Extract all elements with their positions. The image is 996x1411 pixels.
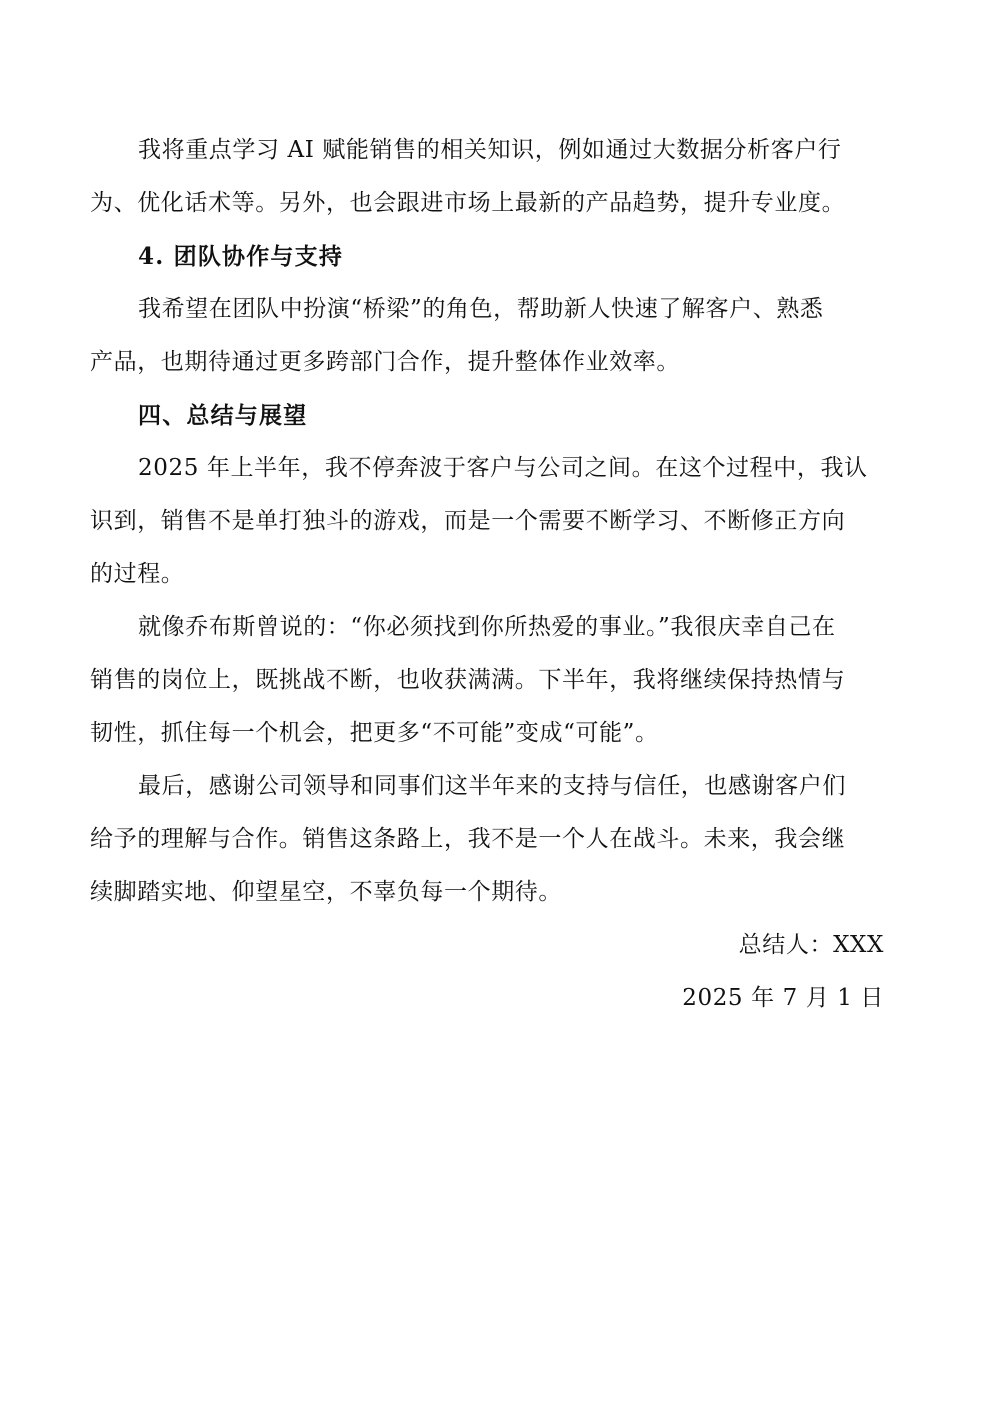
paragraph-summary <box>90 442 896 601</box>
paragraph-line: 识到，销售不是单打独斗的游戏，而是一个需要不断学习、不断修正方向 <box>90 508 846 534</box>
paragraph-line: 的过程。 <box>90 561 185 587</box>
paragraph-line: 我希望在团队中扮演“桥梁”的角色，帮助新人快速了解客户、熟悉 <box>138 296 824 322</box>
paragraph-line: 最后，感谢公司领导和同事们这半年来的支持与信任，也感谢客户们 <box>138 773 846 799</box>
paragraph-thanks <box>90 760 896 919</box>
paragraph-line: 韧性，抓住每一个机会，把更多“不可能”变成“可能”。 <box>90 720 659 746</box>
paragraph-line: 为、优化话术等。另外，也会跟进市场上最新的产品趋势，提升专业度。 <box>90 190 846 216</box>
paragraph-line: 2025 年上半年，我不停奔波于客户与公司之间。在这个过程中，我认 <box>138 455 868 481</box>
section-heading-summary: 四、总结与展望 <box>138 402 308 429</box>
paragraph-team <box>90 283 896 389</box>
document-body <box>90 124 896 1025</box>
paragraph-line: 就像乔布斯曾说的：“你必须找到你所热爱的事业。”我很庆幸自己在 <box>138 614 836 640</box>
document-date: 2025 年 7 月 1 日 <box>682 985 884 1011</box>
signature: 总结人：XXX <box>738 932 884 958</box>
paragraph-line: 销售的岗位上，既挑战不断，也收获满满。下半年，我将继续保持热情与 <box>90 667 846 693</box>
paragraph-ai-learning <box>90 124 896 230</box>
paragraph-line: 我将重点学习 AI 赋能销售的相关知识，例如通过大数据分析客户行 <box>138 137 842 163</box>
paragraph-line: 续脚踏实地、仰望星空，不辜负每一个期待。 <box>90 879 562 905</box>
paragraph-quote <box>90 601 896 760</box>
section-heading-team: 4. 团队协作与支持 <box>138 243 344 270</box>
paragraph-line: 产品，也期待通过更多跨部门合作，提升整体作业效率。 <box>90 349 680 375</box>
paragraph-line: 给予的理解与合作。销售这条路上，我不是一个人在战斗。未来，我会继 <box>90 826 846 852</box>
